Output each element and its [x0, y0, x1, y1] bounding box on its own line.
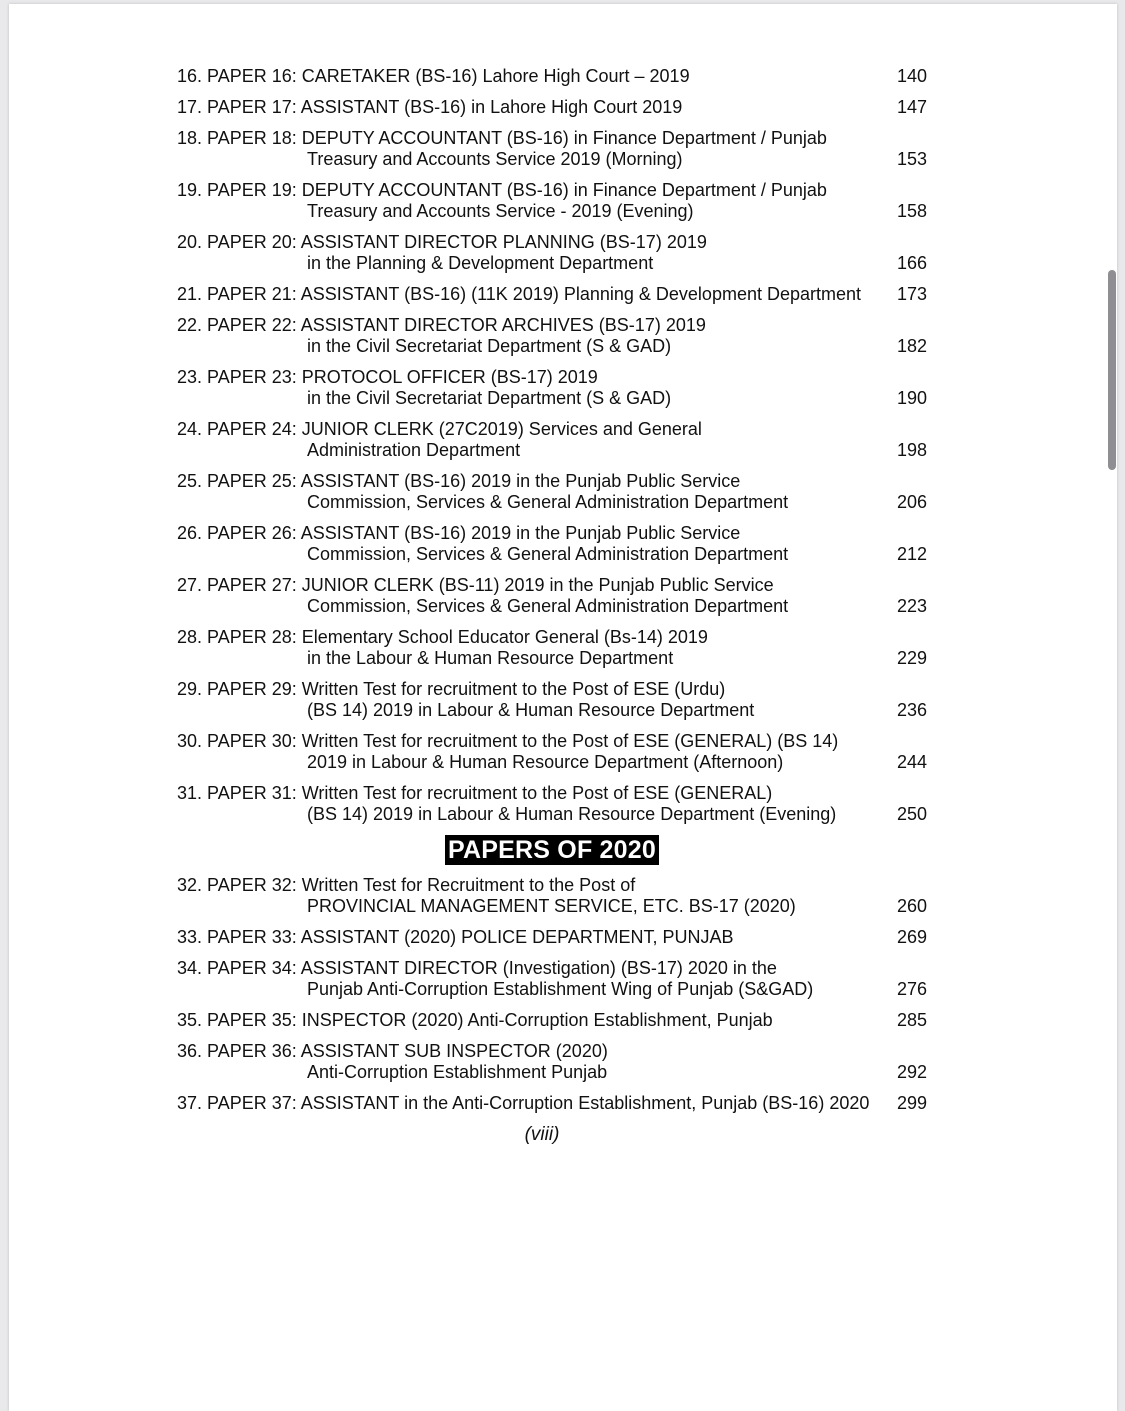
toc-entry-subtitle: Commission, Services & General Administration Department — [307, 492, 789, 512]
toc-entry-subtitle: Commission, Services & General Administration Department — [307, 596, 789, 616]
toc-entry-subtitle: Commission, Services & General Administration Department — [307, 544, 789, 564]
toc-entry[interactable] — [177, 523, 927, 565]
toc-entry[interactable] — [177, 180, 927, 222]
toc-entry-page-number: 153 — [896, 149, 927, 169]
toc-entry-subtitle: Punjab Anti-Corruption Establishment Wing of Punjab (S&GAD) — [307, 979, 814, 999]
section-heading-2020 — [177, 835, 927, 865]
toc-entry[interactable] — [177, 958, 927, 1000]
toc-entry-subtitle: 2019 in Labour & Human Resource Department (Afternoon) — [307, 752, 784, 772]
toc-entry[interactable] — [177, 679, 927, 721]
toc-entry[interactable] — [177, 232, 927, 274]
toc-entry-title: 18. PAPER 18: DEPUTY ACCOUNTANT (BS-16) in Finance Department / Punjab — [177, 128, 827, 148]
table-of-contents — [177, 66, 927, 1145]
toc-entry-title: 22. PAPER 22: ASSISTANT DIRECTOR ARCHIVES (BS-17) 2019 — [177, 315, 706, 335]
toc-entry-page-number: 166 — [896, 253, 927, 273]
toc-entry[interactable] — [177, 284, 927, 305]
toc-entry-page-number: 250 — [896, 804, 927, 824]
toc-entry-page-number: 292 — [896, 1062, 927, 1082]
toc-entry-title: 33. PAPER 33: ASSISTANT (2020) POLICE DEPARTMENT, PUNJAB — [177, 927, 734, 947]
toc-entry-page-number: 244 — [896, 752, 927, 772]
toc-entries-2020 — [177, 875, 927, 1114]
toc-entry-title: 17. PAPER 17: ASSISTANT (BS-16) in Lahore High Court 2019 — [177, 97, 683, 117]
section-heading-label: PAPERS OF 2020 — [445, 835, 659, 865]
toc-entry-title: 26. PAPER 26: ASSISTANT (BS-16) 2019 in the Punjab Public Service — [177, 523, 741, 543]
toc-entry-page-number: 260 — [896, 896, 927, 916]
toc-entry-title: 24. PAPER 24: JUNIOR CLERK (27C2019) Services and General — [177, 419, 702, 439]
toc-entry-page-number: 229 — [896, 648, 927, 668]
toc-entry-page-number: 236 — [896, 700, 927, 720]
toc-entry[interactable] — [177, 627, 927, 669]
toc-entry-subtitle: (BS 14) 2019 in Labour & Human Resource Department (Evening) — [307, 804, 837, 824]
toc-entry-subtitle: Treasury and Accounts Service 2019 (Morning) — [307, 149, 683, 169]
toc-entry-title: 25. PAPER 25: ASSISTANT (BS-16) 2019 in the Punjab Public Service — [177, 471, 741, 491]
toc-entry-page-number: 190 — [896, 388, 927, 408]
toc-entry-subtitle: PROVINCIAL MANAGEMENT SERVICE, ETC. BS-17 (2020) — [307, 896, 796, 916]
toc-entry[interactable] — [177, 471, 927, 513]
toc-entry-title: 19. PAPER 19: DEPUTY ACCOUNTANT (BS-16) in Finance Department / Punjab — [177, 180, 827, 200]
toc-entry-page-number: 173 — [896, 284, 927, 304]
toc-entry-page-number: 269 — [896, 927, 927, 947]
toc-entry-title: 21. PAPER 21: ASSISTANT (BS-16) (11K 2019) Planning & Development Department — [177, 284, 862, 304]
vertical-scrollbar[interactable] — [1105, 0, 1117, 1411]
toc-entry-page-number: 212 — [896, 544, 927, 564]
toc-entry-title: 16. PAPER 16: CARETAKER (BS-16) Lahore High Court – 2019 — [177, 66, 690, 86]
toc-entries-2019 — [177, 66, 927, 825]
toc-entry[interactable] — [177, 315, 927, 357]
toc-entry-title: 37. PAPER 37: ASSISTANT in the Anti-Corruption Establishment, Punjab (BS-16) 2020 — [177, 1093, 870, 1113]
toc-entry-subtitle: in the Civil Secretariat Department (S & GAD) — [307, 388, 672, 408]
toc-entry[interactable] — [177, 367, 927, 409]
toc-entry-subtitle: in the Planning & Development Department — [307, 253, 654, 273]
toc-entry-page-number: 198 — [896, 440, 927, 460]
toc-entry[interactable] — [177, 1041, 927, 1083]
toc-entry-subtitle: in the Civil Secretariat Department (S & GAD) — [307, 336, 672, 356]
toc-entry[interactable] — [177, 66, 927, 87]
page-number-footer: (viii) — [524, 1124, 560, 1145]
toc-entry[interactable] — [177, 1010, 927, 1031]
toc-entry-page-number: 158 — [896, 201, 927, 221]
toc-entry[interactable] — [177, 575, 927, 617]
toc-entry-page-number: 299 — [896, 1093, 927, 1113]
toc-entry-page-number: 182 — [896, 336, 927, 356]
toc-entry-page-number: 206 — [896, 492, 927, 512]
toc-entry[interactable] — [177, 875, 927, 917]
toc-entry-page-number: 276 — [896, 979, 927, 999]
toc-entry-title: 23. PAPER 23: PROTOCOL OFFICER (BS-17) 2019 — [177, 367, 598, 387]
toc-entry-subtitle: (BS 14) 2019 in Labour & Human Resource Department — [307, 700, 755, 720]
toc-entry-title: 29. PAPER 29: Written Test for recruitment to the Post of ESE (Urdu) — [177, 679, 726, 699]
toc-entry[interactable] — [177, 128, 927, 170]
toc-entry-title: 36. PAPER 36: ASSISTANT SUB INSPECTOR (2020) — [177, 1041, 608, 1061]
toc-entry[interactable] — [177, 927, 927, 948]
toc-entry[interactable] — [177, 783, 927, 825]
toc-entry-subtitle: Treasury and Accounts Service - 2019 (Evening) — [307, 201, 694, 221]
toc-entry-subtitle: Administration Department — [307, 440, 521, 460]
toc-entry[interactable] — [177, 731, 927, 773]
toc-entry[interactable] — [177, 1093, 927, 1114]
toc-entry-title: 35. PAPER 35: INSPECTOR (2020) Anti-Corruption Establishment, Punjab — [177, 1010, 773, 1030]
toc-entry-page-number: 140 — [896, 66, 927, 86]
toc-entry[interactable] — [177, 97, 927, 118]
toc-entry[interactable] — [177, 419, 927, 461]
toc-entry-title: 34. PAPER 34: ASSISTANT DIRECTOR (Investigation) (BS-17) 2020 in the — [177, 958, 777, 978]
toc-entry-title: 27. PAPER 27: JUNIOR CLERK (BS-11) 2019 in the Punjab Public Service — [177, 575, 774, 595]
toc-entry-title: 20. PAPER 20: ASSISTANT DIRECTOR PLANNING (BS-17) 2019 — [177, 232, 707, 252]
toc-entry-title: 31. PAPER 31: Written Test for recruitment to the Post of ESE (GENERAL) — [177, 783, 773, 803]
toc-entry-title: 28. PAPER 28: Elementary School Educator General (Bs-14) 2019 — [177, 627, 708, 647]
toc-entry-page-number: 223 — [896, 596, 927, 616]
toc-entry-title: 32. PAPER 32: Written Test for Recruitment to the Post of — [177, 875, 636, 895]
toc-entry-subtitle: in the Labour & Human Resource Department — [307, 648, 674, 668]
toc-entry-page-number: 147 — [896, 97, 927, 117]
toc-entry-subtitle: Anti-Corruption Establishment Punjab — [307, 1062, 608, 1082]
scrollbar-thumb[interactable] — [1108, 270, 1116, 470]
toc-entry-title: 30. PAPER 30: Written Test for recruitment to the Post of ESE (GENERAL) (BS 14) — [177, 731, 839, 751]
toc-entry-page-number: 285 — [896, 1010, 927, 1030]
